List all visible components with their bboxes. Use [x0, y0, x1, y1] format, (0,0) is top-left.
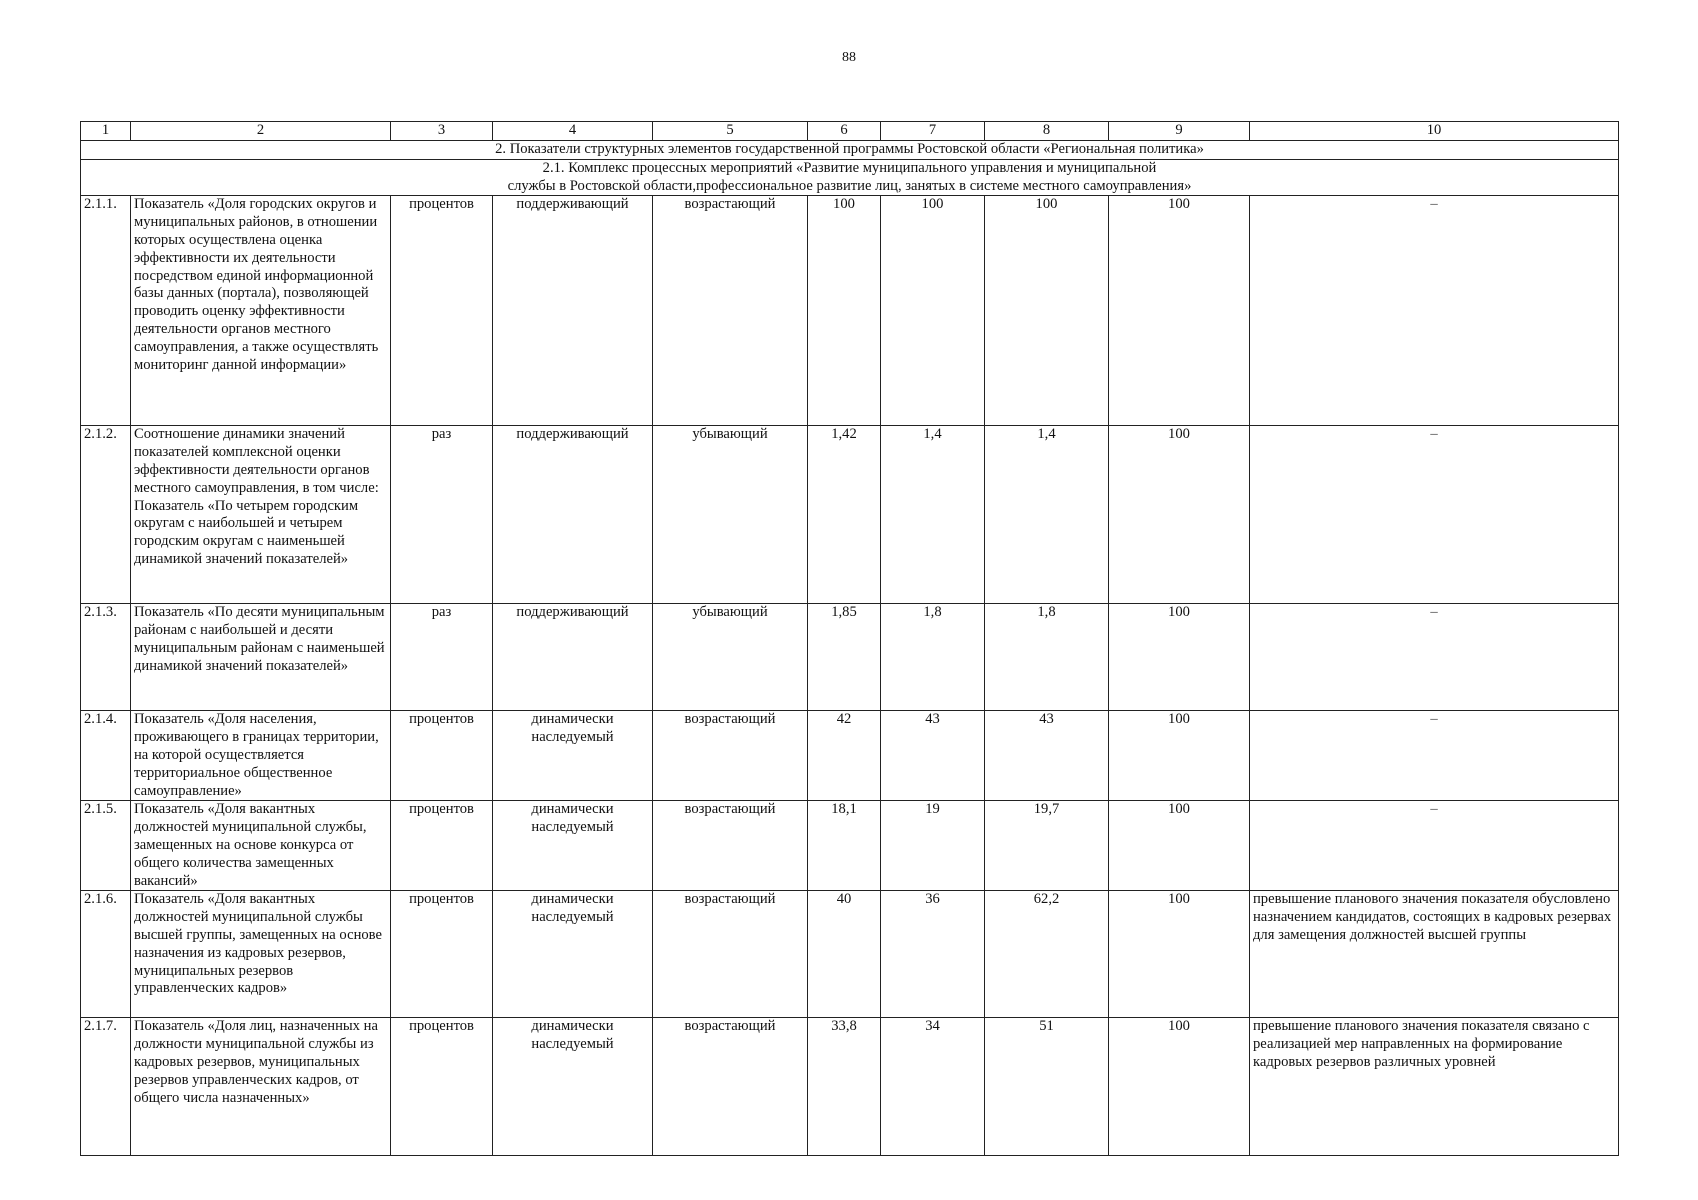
value-col7: 19 [881, 801, 985, 891]
unit: процентов [391, 891, 493, 1018]
indicator-name: Показатель «По десяти муниципальным районам с наибольшей и десяти муниципальным районам с наименьшей динамикой значений показателей» [131, 604, 391, 711]
subsection-row [81, 159, 1619, 196]
column-header: 7 [881, 122, 985, 141]
value-col9: 100 [1109, 1018, 1250, 1156]
value-col9: 100 [1109, 801, 1250, 891]
value-col7: 1,8 [881, 604, 985, 711]
page-number: 88 [842, 50, 856, 65]
indicator-type: динамически наследуемый [493, 1018, 653, 1156]
value-col6: 18,1 [808, 801, 881, 891]
unit: процентов [391, 1018, 493, 1156]
value-col8: 1,8 [985, 604, 1109, 711]
value-col6: 1,42 [808, 426, 881, 604]
value-col7: 34 [881, 1018, 985, 1156]
indicator-type: поддерживающий [493, 426, 653, 604]
table-row [81, 196, 1619, 426]
indicator-type: динамически наследуемый [493, 891, 653, 1018]
subsection-title-line: 2.1. Комплекс процессных мероприятий «Развитие муниципального управления и муниципальной [542, 159, 1157, 176]
value-col8: 19,7 [985, 801, 1109, 891]
value-col7: 36 [881, 891, 985, 1018]
indicators-table [80, 121, 1619, 1156]
indicator-type: поддерживающий [493, 604, 653, 711]
row-number: 2.1.2. [81, 426, 131, 604]
section-title: 2. Показатели структурных элементов государственной программы Ростовской области «Региональная политика» [81, 141, 1619, 160]
row-number: 2.1.3. [81, 604, 131, 711]
value-col9: 100 [1109, 891, 1250, 1018]
value-col6: 1,85 [808, 604, 881, 711]
row-number: 2.1.7. [81, 1018, 131, 1156]
note: превышение планового значения показателя связано с реализацией мер направленных на формирование кадровых резервов различных уровней [1250, 1018, 1619, 1156]
section-row [81, 141, 1619, 160]
value-col9: 100 [1109, 196, 1250, 426]
row-number: 2.1.4. [81, 711, 131, 801]
row-number: 2.1.5. [81, 801, 131, 891]
indicator-name: Показатель «Доля лиц, назначенных на должности муниципальной службы из кадровых резервов, муниципальных резервов управленческих кадров, от общего числа назначенных» [131, 1018, 391, 1156]
column-header: 3 [391, 122, 493, 141]
value-col6: 40 [808, 891, 881, 1018]
indicator-trend: возрастающий [653, 196, 808, 426]
value-col9: 100 [1109, 604, 1250, 711]
indicator-trend: возрастающий [653, 1018, 808, 1156]
table-row [81, 426, 1619, 604]
column-header: 2 [131, 122, 391, 141]
value-col7: 1,4 [881, 426, 985, 604]
indicator-trend: возрастающий [653, 801, 808, 891]
row-number: 2.1.1. [81, 196, 131, 426]
value-col8: 43 [985, 711, 1109, 801]
table-row [81, 1018, 1619, 1156]
unit: раз [391, 426, 493, 604]
value-col6: 33,8 [808, 1018, 881, 1156]
value-col6: 100 [808, 196, 881, 426]
indicator-name: Показатель «Доля населения, проживающего в границах территории, на которой осуществляется территориальное общественное самоуправление» [131, 711, 391, 801]
column-header: 8 [985, 122, 1109, 141]
indicator-trend: возрастающий [653, 711, 808, 801]
value-col8: 51 [985, 1018, 1109, 1156]
indicator-trend: убывающий [653, 426, 808, 604]
column-header: 9 [1109, 122, 1250, 141]
table-row [81, 891, 1619, 1018]
unit: процентов [391, 196, 493, 426]
unit: раз [391, 604, 493, 711]
value-col8: 1,4 [985, 426, 1109, 604]
table-row [81, 604, 1619, 711]
unit: процентов [391, 711, 493, 801]
indicator-name: Показатель «Доля вакантных должностей муниципальной службы высшей группы, замещенных на основе назначения из кадровых резервов, муниципальных резервов управленческих кадров» [131, 891, 391, 1018]
indicator-type: динамически наследуемый [493, 711, 653, 801]
column-header: 4 [493, 122, 653, 141]
column-header: 6 [808, 122, 881, 141]
table-row [81, 801, 1619, 891]
note: – [1250, 711, 1619, 801]
value-col9: 100 [1109, 711, 1250, 801]
column-header: 5 [653, 122, 808, 141]
value-col7: 100 [881, 196, 985, 426]
indicator-trend: возрастающий [653, 891, 808, 1018]
table-row [81, 711, 1619, 801]
column-header: 10 [1250, 122, 1619, 141]
row-number: 2.1.6. [81, 891, 131, 1018]
value-col9: 100 [1109, 426, 1250, 604]
indicator-trend: убывающий [653, 604, 808, 711]
value-col8: 62,2 [985, 891, 1109, 1018]
note: – [1250, 801, 1619, 891]
subsection-title-line: службы в Ростовской области,профессиональное развитие лиц, занятых в системе местного самоуправления» [507, 177, 1192, 194]
indicator-type: поддерживающий [493, 196, 653, 426]
value-col7: 43 [881, 711, 985, 801]
note: – [1250, 604, 1619, 711]
subsection-title [81, 159, 1619, 196]
indicator-name: Показатель «Доля городских округов и муниципальных районов, в отношении которых осуществлена оценка эффективности их деятельности посредством единой информационной базы данных (портала), позволяющей проводить оценку эффективности деятельности органов местного самоуправления, а также осуществлять мониторинг данной информации» [131, 196, 391, 426]
indicator-type: динамически наследуемый [493, 801, 653, 891]
note: – [1250, 196, 1619, 426]
value-col8: 100 [985, 196, 1109, 426]
column-number-row [81, 122, 1619, 141]
indicator-name: Соотношение динамики значений показателей комплексной оценки эффективности деятельности органов местного самоуправления, в том числе: Показатель «По четырем городским округам с наибольшей и четырем городским округам с наименьшей динамикой значений показателей» [131, 426, 391, 604]
value-col6: 42 [808, 711, 881, 801]
unit: процентов [391, 801, 493, 891]
note: превышение планового значения показателя обусловлено назначением кандидатов, состоящих в кадровых резервах для замещения должностей высшей группы [1250, 891, 1619, 1018]
note: – [1250, 426, 1619, 604]
column-header: 1 [81, 122, 131, 141]
indicator-name: Показатель «Доля вакантных должностей муниципальной службы, замещенных на основе конкурса от общего количества замещенных вакансий» [131, 801, 391, 891]
